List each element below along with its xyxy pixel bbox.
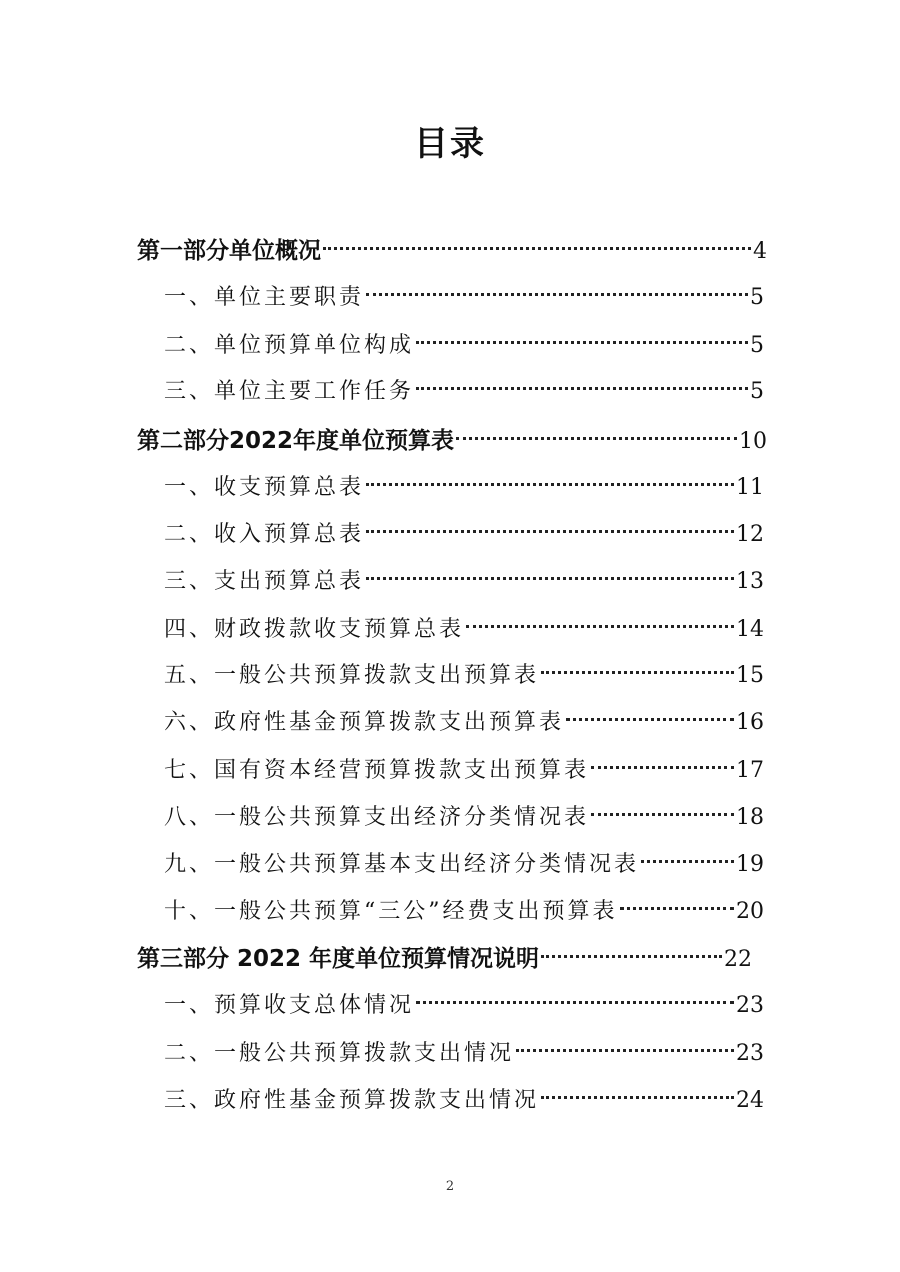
toc-entry-page: 5 <box>750 379 764 404</box>
toc-entry-label: 一、预算收支总体情况 <box>164 993 415 1018</box>
toc-entry-2-6[interactable] <box>164 705 764 737</box>
toc-entry-page: 15 <box>736 663 764 688</box>
toc-entry-label: 第一部分单位概况 <box>137 238 321 264</box>
toc-entry-label: 一、收支预算总表 <box>164 475 365 500</box>
toc-dot-leader <box>366 483 734 486</box>
toc-entry-page: 17 <box>736 758 764 783</box>
toc-entry-label: 四、财政拨款收支预算总表 <box>164 617 465 642</box>
toc-entry-page: 23 <box>736 1041 764 1066</box>
toc-entry-page: 22 <box>724 947 752 972</box>
toc-entry-page: 19 <box>736 852 764 877</box>
toc-entry-page: 11 <box>736 475 764 500</box>
toc-entry-3-1[interactable] <box>164 988 764 1020</box>
toc-entry-2-1[interactable] <box>164 470 764 502</box>
toc-dot-leader <box>541 1096 734 1099</box>
toc-entry-page: 13 <box>736 569 764 594</box>
toc-entry-page: 12 <box>736 522 764 547</box>
toc-entry-label: 三、单位主要工作任务 <box>164 379 415 404</box>
toc-dot-leader <box>591 766 734 769</box>
toc-entry-1-2[interactable] <box>164 328 764 360</box>
toc-dot-leader <box>516 1049 734 1052</box>
toc-entry-label: 七、国有资本经营预算拨款支出预算表 <box>164 758 590 783</box>
toc-entry-2-10[interactable] <box>164 894 764 926</box>
toc-entry-part-3[interactable] <box>137 940 752 972</box>
toc-entry-1-1[interactable] <box>164 280 764 312</box>
toc-dot-leader <box>641 860 734 863</box>
toc-entry-page: 18 <box>736 805 764 830</box>
toc-entry-2-4[interactable] <box>164 612 764 644</box>
toc-entry-label: 十、一般公共预算“三公”经费支出预算表 <box>164 899 618 924</box>
toc-entry-label: 五、一般公共预算拨款支出预算表 <box>164 663 540 688</box>
toc-entry-2-3[interactable] <box>164 564 764 596</box>
toc-dot-leader <box>456 437 737 440</box>
toc-dot-leader <box>366 577 734 580</box>
toc-entry-2-8[interactable] <box>164 800 764 832</box>
toc-dot-leader <box>416 341 748 344</box>
toc-entry-3-3[interactable] <box>164 1083 764 1115</box>
toc-entry-2-7[interactable] <box>164 753 764 785</box>
toc-entry-label: 二、收入预算总表 <box>164 522 365 547</box>
toc-dot-leader <box>366 293 748 296</box>
page-number: 2 <box>445 1179 455 1194</box>
toc-dot-leader <box>416 387 748 390</box>
toc-dot-leader <box>591 813 734 816</box>
toc-entry-2-5[interactable] <box>164 658 764 690</box>
toc-entry-page: 10 <box>739 429 767 454</box>
toc-entry-page: 23 <box>736 993 764 1018</box>
toc-entry-page: 14 <box>736 617 764 642</box>
toc-dot-leader <box>620 907 735 910</box>
toc-entry-label: 八、一般公共预算支出经济分类情况表 <box>164 805 590 830</box>
toc-entry-label: 二、单位预算单位构成 <box>164 333 415 358</box>
toc-entry-page: 24 <box>736 1088 764 1113</box>
toc-entry-label: 九、一般公共预算基本支出经济分类情况表 <box>164 852 640 877</box>
toc-entry-label: 二、一般公共预算拨款支出情况 <box>164 1041 515 1066</box>
toc-entry-part-1[interactable] <box>137 232 767 264</box>
toc-entry-label: 一、单位主要职责 <box>164 285 365 310</box>
toc-dot-leader <box>541 671 734 674</box>
toc-entry-page: 16 <box>736 710 764 735</box>
page-title: 目录 <box>414 124 486 164</box>
toc-dot-leader <box>541 955 722 958</box>
toc-dot-leader <box>323 247 751 250</box>
toc-dot-leader <box>416 1001 734 1004</box>
toc-entry-page: 5 <box>750 333 764 358</box>
toc-entry-2-9[interactable] <box>164 847 764 879</box>
toc-dot-leader <box>366 530 734 533</box>
toc-entry-page: 5 <box>750 285 764 310</box>
toc-entry-label: 六、政府性基金预算拨款支出预算表 <box>164 710 565 735</box>
toc-entry-label: 三、支出预算总表 <box>164 569 365 594</box>
toc-entry-1-3[interactable] <box>164 374 764 406</box>
toc-entry-page: 4 <box>753 239 767 264</box>
toc-entry-label: 三、政府性基金预算拨款支出情况 <box>164 1088 540 1113</box>
toc-entry-label: 第三部分 2022 年度单位预算情况说明 <box>137 946 540 972</box>
toc-entry-page: 20 <box>736 899 764 924</box>
toc-entry-2-2[interactable] <box>164 517 764 549</box>
toc-dot-leader <box>566 718 734 721</box>
toc-entry-3-2[interactable] <box>164 1036 764 1068</box>
toc-entry-part-2[interactable] <box>137 422 767 454</box>
toc-entry-label: 第二部分2022年度单位预算表 <box>137 428 455 454</box>
toc-dot-leader <box>466 625 734 628</box>
